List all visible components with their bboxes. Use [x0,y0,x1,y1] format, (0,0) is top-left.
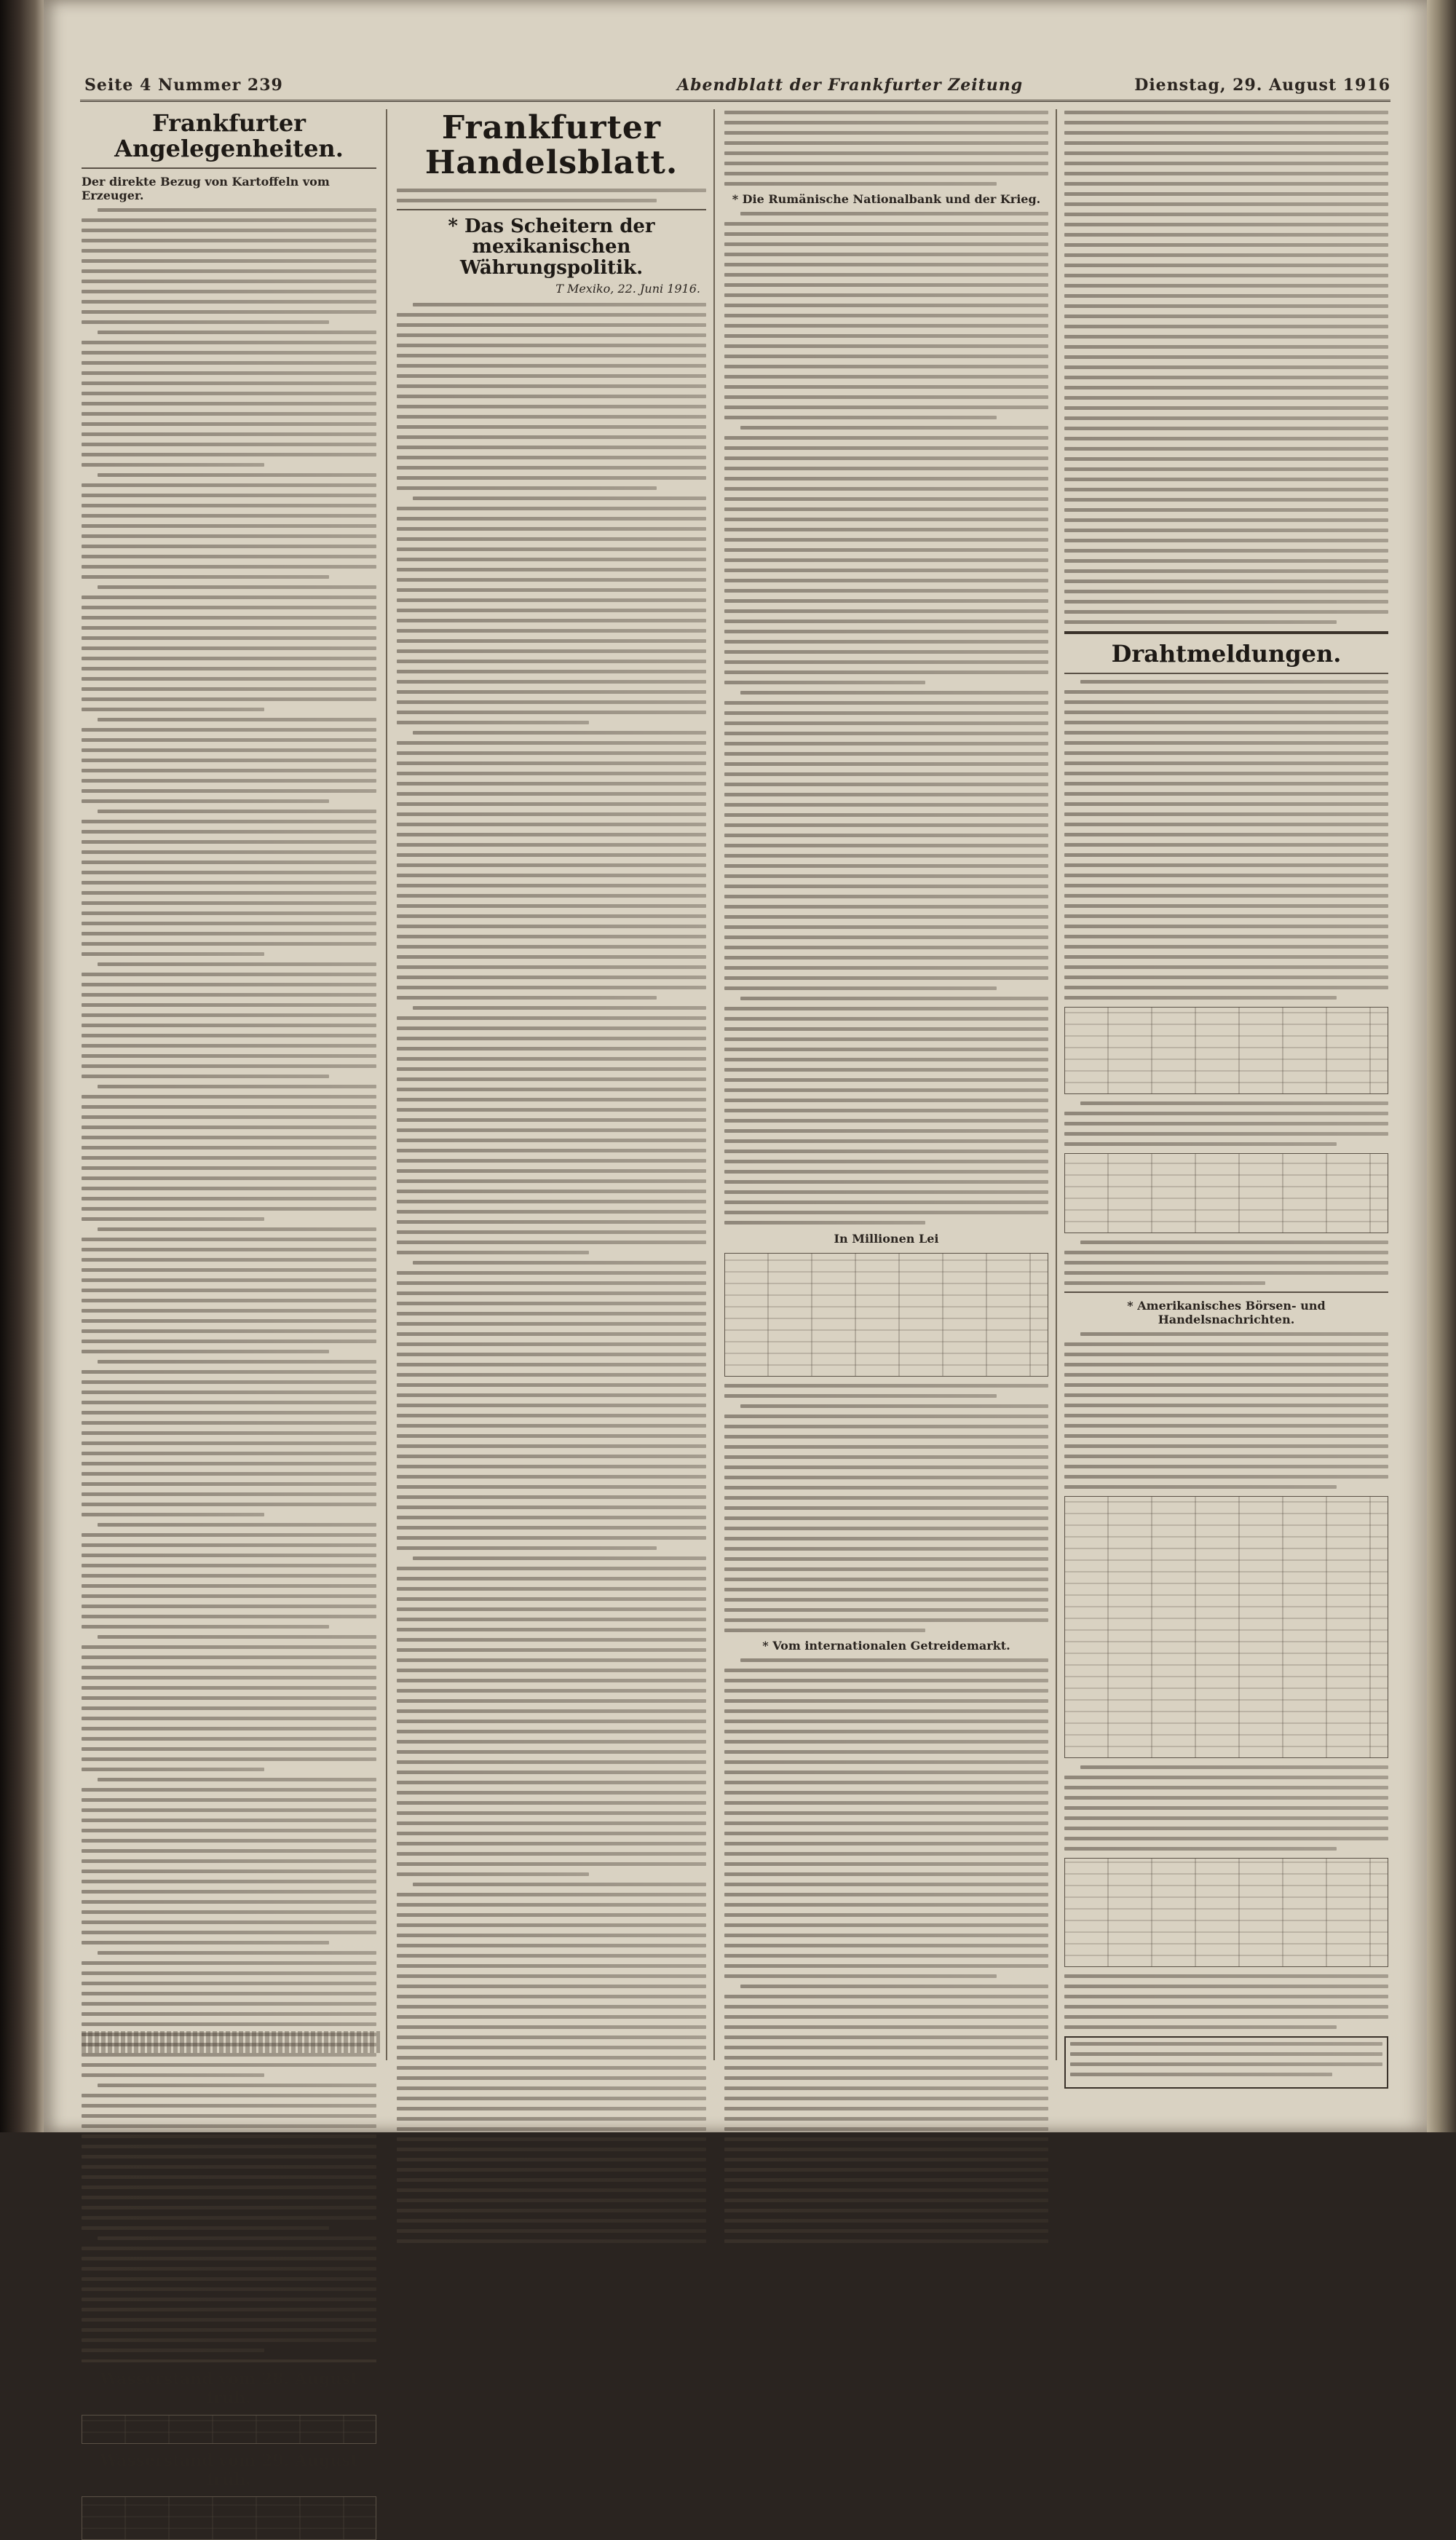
article-heading: * Die Rumänische Nationalbank und der Krieg. [732,192,1041,206]
article-body [1064,1332,1388,1489]
article-heading: * Das Scheitern der mexikanischen Währungspolitik. [448,215,655,279]
article-heading: * Amerikanisches Börsen- und Handelsnachrichten. [1127,1299,1326,1327]
column-commerce [397,111,706,2054]
column-local-news [82,109,376,2490]
book-spine [0,0,44,2132]
article-heading: * Vom internationalen Getreidemarkt. [762,1639,1010,1653]
page-header [80,73,1390,102]
article-dateline: T Mexiko, 22. Juni 1916. [555,281,700,296]
article-body [1064,1241,1388,1285]
article-body [1064,1765,1388,1851]
water-level-heading: Wasserstand vom 28. August früh. [100,2370,358,2408]
section-title: Drahtmeldungen. [1111,640,1342,668]
section-title: Frankfurter Angelegenheiten. [114,109,344,163]
page-number: Seite 4 Nummer 239 [84,76,283,95]
freight-table [1064,1858,1388,1967]
article-body [1064,1974,1388,2029]
water-level-table [82,2415,376,2444]
article-body [724,212,1048,1224]
column-finance [724,111,1048,2054]
article-body [724,111,1048,186]
section-title: Frankfurter Handelsblatt. [424,109,678,182]
masthead-note [397,189,706,202]
water-level-table [82,2496,376,2540]
financial-table [724,1253,1048,1377]
new-york-exchange-table [1064,1496,1388,1758]
article-body [724,1658,1048,2243]
imprint-box [1064,2036,1388,2089]
table-caption: In Millionen Lei [834,1232,939,1246]
article-body [1064,680,1388,1000]
article-body [1064,111,1388,624]
article-body [397,303,706,2243]
column-rule [1056,109,1057,2060]
column-telegrams [1064,111,1388,2054]
water-level-heading: Wasserstand vom 29. August früh. [100,2451,358,2490]
issue-date: Dienstag, 29. August 1916 [1134,76,1390,95]
article-body [724,1384,1048,1632]
paris-exchange-table [1064,1153,1388,1233]
article-body [1064,1101,1388,1146]
footer-stripe [82,2031,380,2053]
column-rule [386,109,387,2060]
masthead: Abendblatt der Frankfurter Zeitung [677,76,1024,95]
exchange-table [1064,1007,1388,1094]
column-rule [713,109,715,2060]
article-heading: Der direkte Bezug von Kartoffeln vom Erzeuger. [82,175,330,203]
page-edge [1427,0,1456,2132]
